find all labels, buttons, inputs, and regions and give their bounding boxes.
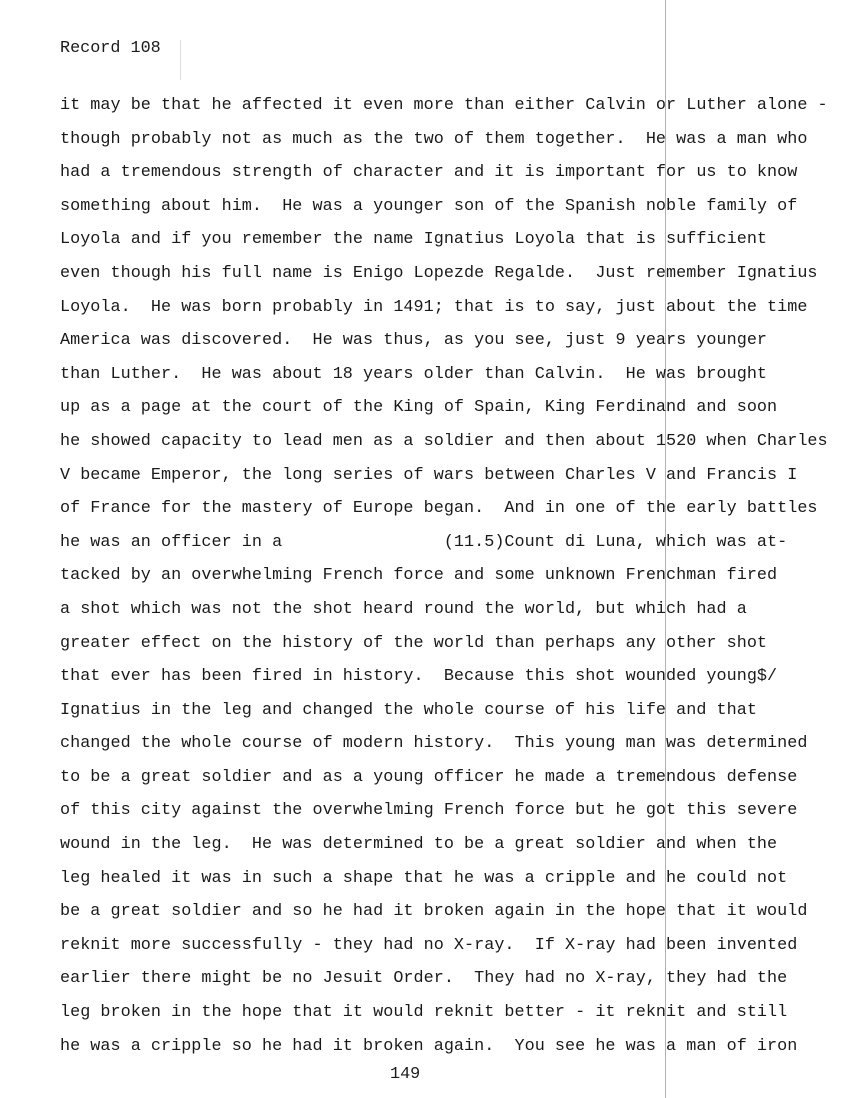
- text-line: America was discovered. He was thus, as you see, just 9 years younger: [60, 331, 768, 351]
- text-line: even though his full name is Enigo Lopezde Regalde. Just remember Ignatius: [60, 263, 818, 283]
- text-line: though probably not as much as the two of them together. He was a man who: [60, 129, 808, 149]
- text-line: leg healed it was in such a shape that he was a cripple and he could not: [60, 868, 788, 888]
- text-line: it may be that he affected it even more than either Calvin or Luther alone -: [60, 96, 828, 115]
- text-line: tacked by an overwhelming French force and some unknown Frenchman fired: [60, 566, 778, 586]
- text-line: he showed capacity to lead men as a soldier and then about 1520 when Charles: [60, 431, 828, 451]
- record-header: Record 108: [60, 39, 161, 58]
- page-number: 149: [390, 1065, 421, 1084]
- text-line: of France for the mastery of Europe began. And in one of the early battles: [60, 499, 818, 519]
- text-line: wound in the leg. He was determined to be a great soldier and when the: [60, 835, 778, 855]
- text-line: changed the whole course of modern history. This young man was determined: [60, 734, 808, 754]
- text-line: V became Emperor, the long series of wars between Charles V and Francis I: [60, 465, 798, 485]
- text-line: earlier there might be no Jesuit Order. They had no X-ray, they had the: [60, 969, 788, 989]
- text-line: he was a cripple so he had it broken again. You see he was a man of iron: [60, 1036, 798, 1056]
- text-line: that ever has been fired in history. Because this shot wounded young$/: [60, 667, 778, 687]
- text-line: Loyola. He was born probably in 1491; that is to say, just about the time: [60, 297, 808, 317]
- text-line: had a tremendous strength of character and it is important for us to know: [60, 163, 798, 183]
- text-line: be a great soldier and so he had it broken again in the hope that it would: [60, 902, 808, 922]
- text-line: than Luther. He was about 18 years older than Calvin. He was brought: [60, 364, 768, 384]
- text-line: leg broken in the hope that it would reknit better - it reknit and still: [60, 1003, 788, 1023]
- text-line: of this city against the overwhelming French force but he got this severe: [60, 801, 798, 821]
- text-line: greater effect on the history of the world than perhaps any other shot: [60, 633, 768, 653]
- text-line: Loyola and if you remember the name Ignatius Loyola that is sufficient: [60, 230, 768, 250]
- text-line: reknit more successfully - they had no X-ray. If X-ray had been invented: [60, 935, 798, 955]
- faint-margin-mark: [180, 40, 181, 80]
- text-line: a shot which was not the shot heard round the world, but which had a: [60, 599, 747, 619]
- text-line: Ignatius in the leg and changed the whole course of his life and that: [60, 700, 757, 720]
- typed-text-body: [60, 89, 828, 1063]
- text-line: up as a page at the court of the King of Spain, King Ferdinand and soon: [60, 398, 778, 418]
- text-line: something about him. He was a younger son of the Spanish noble family of: [60, 196, 798, 216]
- text-line: he was an officer in a (11.5)Count di Luna, which was at-: [60, 532, 788, 552]
- text-line: to be a great soldier and as a young officer he made a tremendous defense: [60, 767, 798, 787]
